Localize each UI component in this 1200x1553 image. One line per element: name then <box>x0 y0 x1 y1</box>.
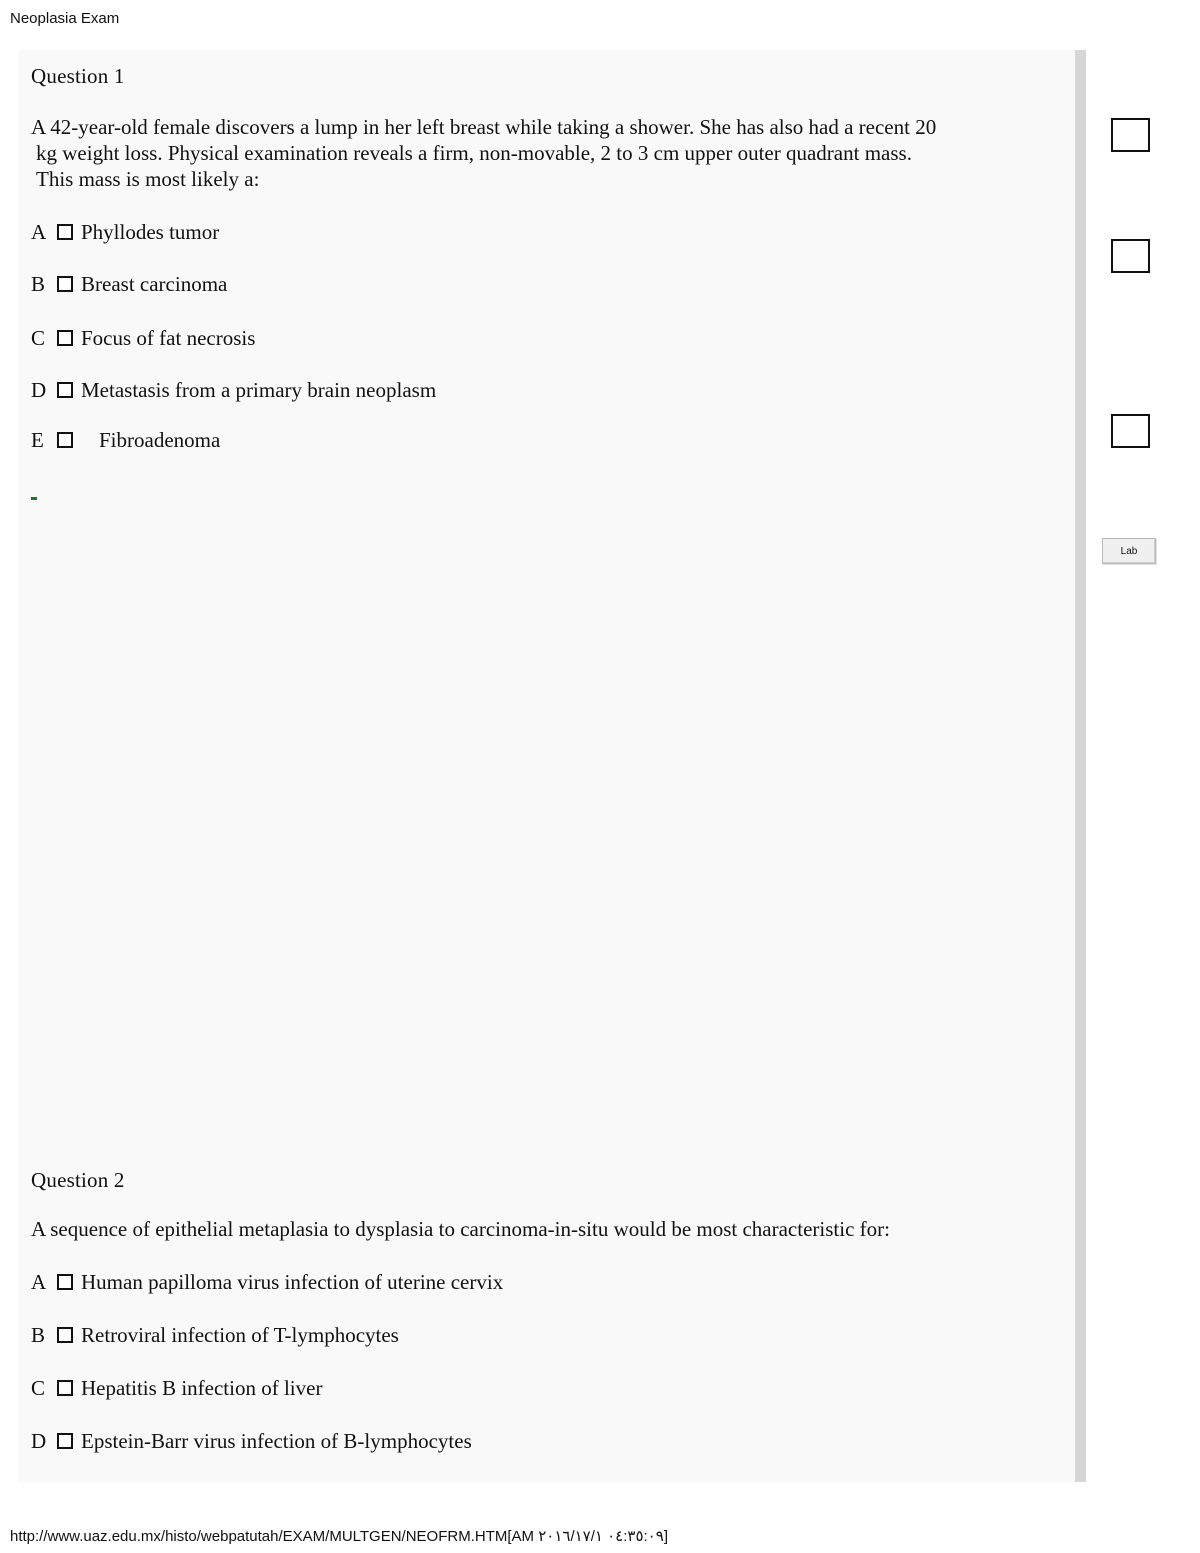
option-checkbox[interactable] <box>57 1327 73 1343</box>
option-checkbox[interactable] <box>57 382 73 398</box>
question-1-title: Question 1 <box>31 64 125 88</box>
option-text: Focus of fat necrosis <box>81 325 256 350</box>
option-checkbox[interactable] <box>57 1274 73 1290</box>
side-checkbox-1[interactable] <box>1111 118 1150 152</box>
option-letter: A <box>31 219 47 244</box>
question-2-option-a[interactable] <box>31 1268 503 1296</box>
option-checkbox[interactable] <box>57 276 73 292</box>
question-1-stem-line-3: This mass is most likely a: <box>36 167 260 191</box>
option-text: Retroviral infection of T-lymphocytes <box>81 1322 399 1347</box>
option-letter: A <box>31 1269 47 1294</box>
option-letter: E <box>31 427 44 452</box>
question-2-stem <box>31 1216 1061 1242</box>
option-checkbox[interactable] <box>57 330 73 346</box>
side-checkbox-3[interactable] <box>1111 414 1150 448</box>
side-checkbox-2[interactable] <box>1111 239 1150 273</box>
question-2-option-b[interactable] <box>31 1321 399 1349</box>
lab-button[interactable]: Lab <box>1102 538 1156 564</box>
page-title: Neoplasia Exam <box>10 10 120 27</box>
question-1-stem <box>31 114 1061 192</box>
option-letter: B <box>31 1322 46 1347</box>
option-text: Human papilloma virus infection of uterine cervix <box>81 1269 504 1294</box>
option-checkbox[interactable] <box>57 224 73 240</box>
question-2-stem-line-1: A sequence of epithelial metaplasia to dysplasia to carcinoma-in-situ would be most characteristic for: <box>31 1217 890 1241</box>
option-letter: B <box>31 271 46 296</box>
question-1-option-b[interactable] <box>31 270 227 298</box>
option-letter: C <box>31 1375 46 1400</box>
option-text: Hepatitis B infection of liver <box>81 1375 323 1400</box>
option-text: Metastasis from a primary brain neoplasm <box>81 377 437 402</box>
question-1-stem-line-1: A 42-year-old female discovers a lump in her left breast while taking a shower. She has also had a recent 20 <box>31 115 937 139</box>
question-1-option-e[interactable] <box>31 426 220 454</box>
option-text: Breast carcinoma <box>81 271 228 296</box>
question-1-option-c[interactable] <box>31 324 255 352</box>
option-checkbox[interactable] <box>57 432 73 448</box>
exam-panel <box>18 50 1076 1482</box>
vertical-scrollbar[interactable] <box>1075 50 1086 1482</box>
question-1-option-d[interactable] <box>31 376 436 404</box>
option-text: Fibroadenoma <box>99 427 221 452</box>
page-url: http://www.uaz.edu.mx/histo/webpatutah/EXAM/MULTGEN/NEOFRM.HTM[AM ٠٤:٣٥:٠٩ ٢٠١٦/١٧/١] <box>10 1528 668 1545</box>
question-2-option-d[interactable] <box>31 1427 472 1455</box>
question-2-option-c[interactable] <box>31 1374 322 1402</box>
question-2-title: Question 2 <box>31 1168 125 1192</box>
option-letter: D <box>31 377 47 402</box>
question-1-option-a[interactable] <box>31 218 219 246</box>
answer-feedback-marker <box>31 497 37 500</box>
option-text: Epstein-Barr virus infection of B-lymphocytes <box>81 1428 472 1453</box>
option-text: Phyllodes tumor <box>81 219 220 244</box>
option-letter: C <box>31 325 46 350</box>
option-checkbox[interactable] <box>57 1380 73 1396</box>
option-letter: D <box>31 1428 47 1453</box>
option-checkbox[interactable] <box>57 1433 73 1449</box>
question-1-stem-line-2: kg weight loss. Physical examination reveals a firm, non-movable, 2 to 3 cm upper outer quadrant mass. <box>36 141 912 165</box>
